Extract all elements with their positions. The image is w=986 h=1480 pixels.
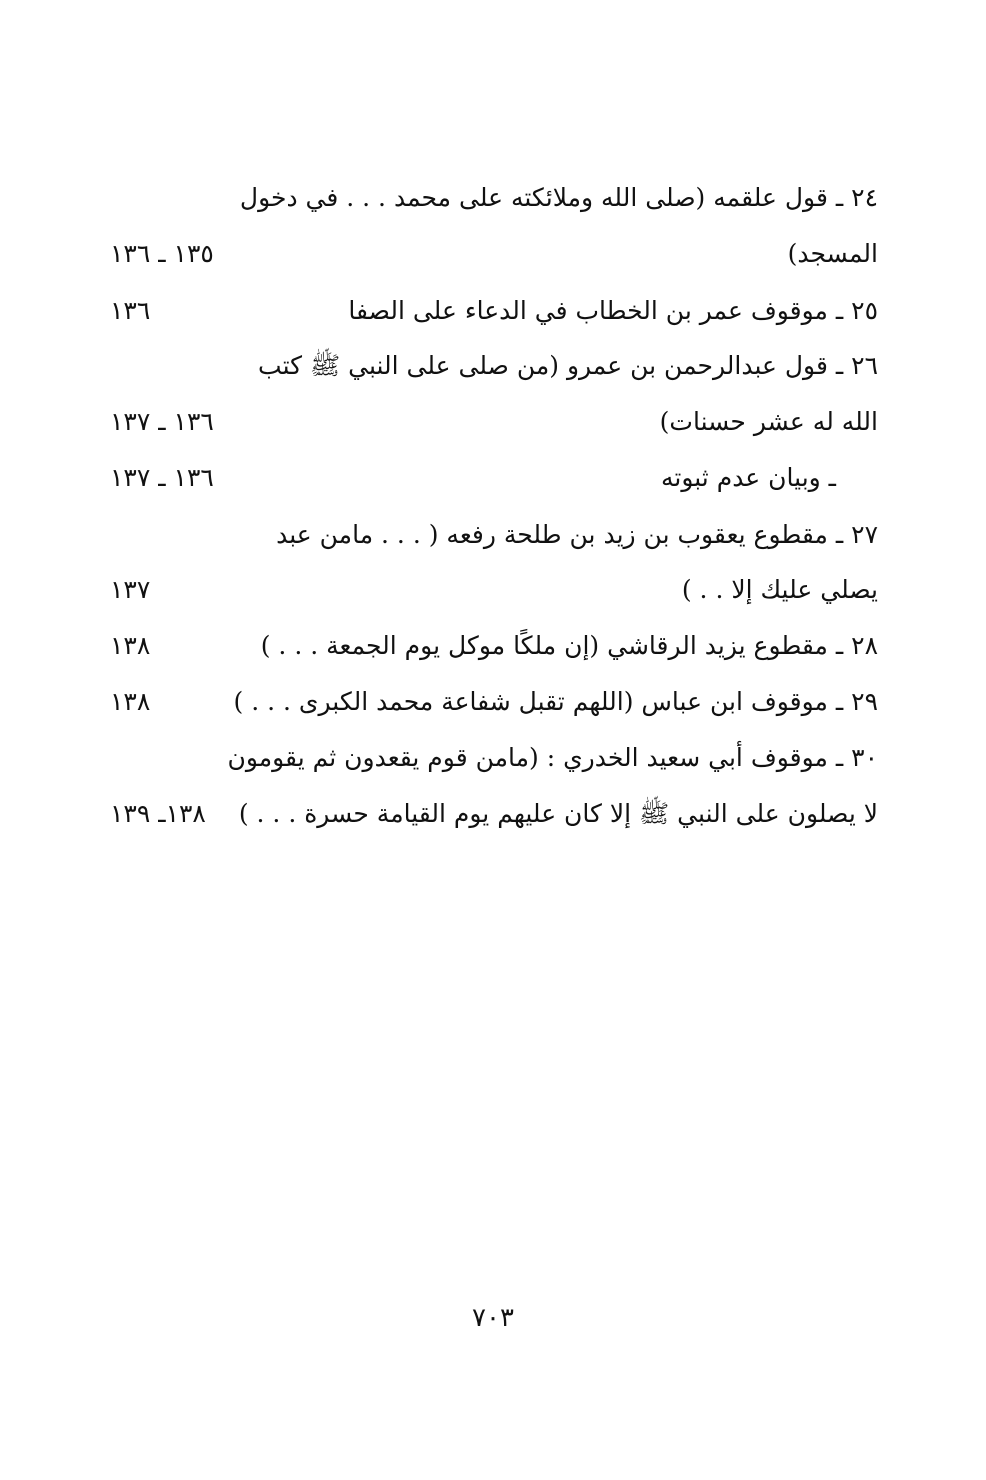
entry-text: ٢٩ ـ موقوف ابن عباس (اللهم تقبل شفاعة محمد الكبرى . . . ) (233, 687, 878, 716)
entry-pages: ١٣٥ ـ ١٣٦ (110, 239, 214, 268)
entry-pages: ١٣٧ (110, 575, 151, 604)
entry-pages: ١٣٦ (110, 296, 151, 325)
list-item (110, 682, 878, 722)
entry-text: ٢٥ ـ موقوف عمر بن الخطاب في الدعاء على الصفا (348, 296, 878, 325)
entry-pages: ١٣٦ ـ ١٣٧ (110, 407, 214, 436)
list-item (110, 738, 878, 778)
list-item (110, 515, 878, 555)
entry-pages: ١٣٨ (110, 631, 151, 660)
entry-text: المسجد) (787, 239, 878, 268)
entry-pages: ١٣٦ ـ ١٣٧ (110, 463, 214, 492)
entry-text: ـ وبيان عدم ثبوته (660, 463, 836, 492)
entry-text: يصلي عليك إلا . . ) (681, 575, 878, 604)
list-item (110, 178, 878, 218)
entry-text: ٢٤ ـ قول علقمه (صلى الله وملائكته على محمد . . . في دخول (239, 183, 878, 212)
list-item (110, 291, 878, 331)
entry-text: ٣٠ ـ موقوف أبي سعيد الخدري : (مامن قوم يقعدون ثم يقومون (227, 743, 878, 772)
entry-text: ٢٦ ـ قول عبدالرحمن بن عمرو (من صلى على النبي ﷺ كتب (258, 351, 878, 380)
list-item (110, 626, 878, 666)
page-number: ٧٠٣ (472, 1303, 514, 1333)
entry-text: ٢٧ ـ مقطوع يعقوب بن زيد بن طلحة رفعه ( . . . مامن عبد (276, 520, 878, 549)
list-item (110, 234, 878, 274)
entry-text: ٢٨ ـ مقطوع يزيد الرقاشي (إن ملكًا موكل يوم الجمعة . . . ) (260, 631, 878, 660)
list-item (110, 346, 878, 386)
list-item (110, 402, 878, 442)
list-item (110, 570, 878, 610)
entry-text: الله له عشر حسنات) (659, 407, 878, 436)
entry-pages: ١٣٨ـ ١٣٩ (110, 799, 206, 828)
list-item (110, 458, 878, 498)
entry-text: لا يصلون على النبي ﷺ إلا كان عليهم يوم القيامة حسرة . . . ) (238, 799, 878, 828)
list-item (110, 794, 878, 834)
entry-pages: ١٣٨ (110, 687, 151, 716)
